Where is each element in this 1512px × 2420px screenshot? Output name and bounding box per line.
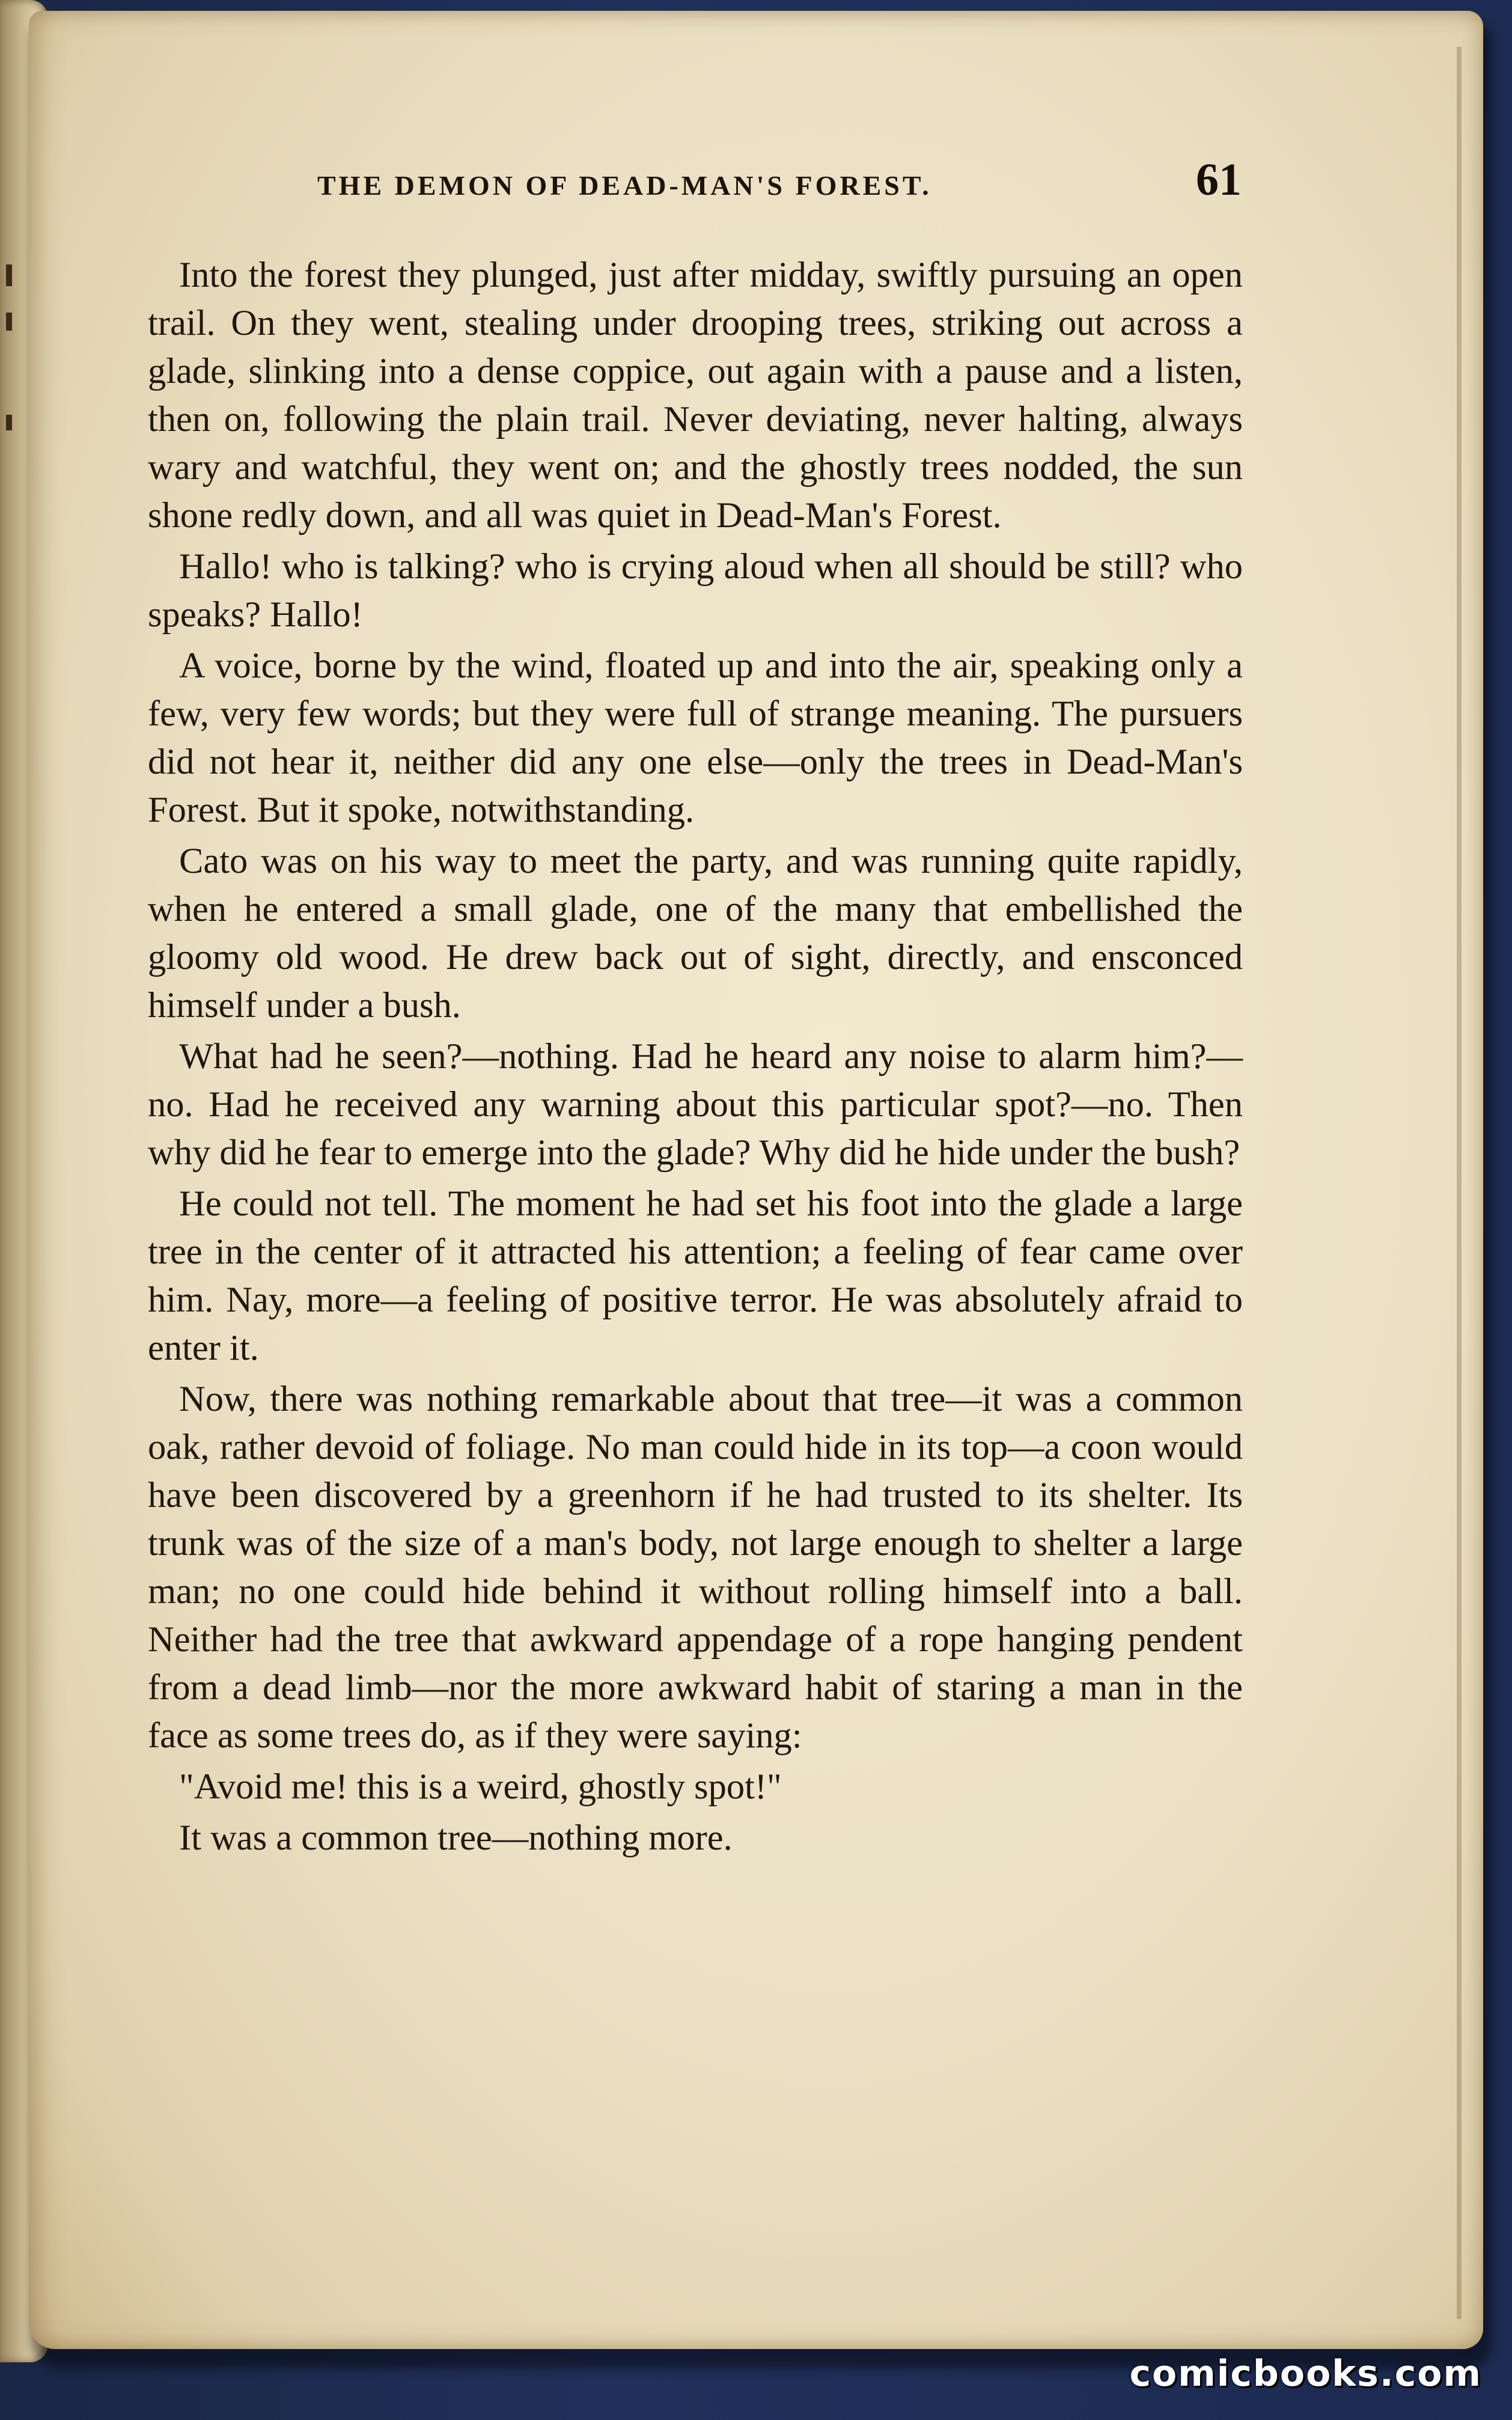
running-head: THE DEMON OF DEAD-MAN'S FOREST.: [317, 170, 932, 201]
paragraph: Now, there was nothing remarkable about that tree—it was a common oak, rather devoid of foliage. No man could hide in its top—a coon would have been discovered by a greenhorn if he had trusted to its shelter. Its trunk was of the size of a man's body, not large enough to shelter a large man; no one could hide behind it without rolling himself into a ball. Neither had the tree that awkward appendage of a rope hanging pendent from a dead limb—nor the more awkward habit of staring a man in the face as some trees do, as if they were saying:: [148, 1379, 1243, 1756]
page-number: 61: [1196, 154, 1242, 205]
body-text: [148, 251, 1243, 1862]
ink-mark: [6, 313, 12, 331]
page-edge: [1457, 47, 1462, 2319]
paragraph: Cato was on his way to meet the party, and was running quite rapidly, when he entered a small glade, one of the many that embellished the gloomy old wood. He drew back out of sight, directly, and ensconced himself under a bush.: [148, 841, 1243, 1025]
paragraph: It was a common tree—nothing more.: [179, 1818, 733, 1858]
ink-mark: [6, 264, 12, 286]
paragraph: He could not tell. The moment he had set his foot into the glade a large tree in the center of it attracted his attention; a feeling of fear came over him. Nay, more—a feeling of positive terror. He was absolutely afraid to enter it.: [148, 1184, 1243, 1368]
book-page: [29, 11, 1483, 2349]
paragraph: What had he seen?—nothing. Had he heard any noise to alarm him?—no. Had he received any warning about this particular spot?—no. Then why did he fear to emerge into the glade? Why did he hide under the bush?: [148, 1036, 1243, 1173]
quoted-line: "Avoid me! this is a weird, ghostly spot!": [179, 1767, 782, 1807]
page-header: [29, 148, 1483, 214]
watermark: comicbooks.com: [1129, 2353, 1482, 2395]
paragraph: Into the forest they plunged, just after midday, swiftly pursuing an open trail. On they went, stealing under drooping trees, striking out across a glade, slinking into a dense coppice, out again with a pause and a listen, then on, following the plain trail. Never deviating, never halting, always wary and watchful, they went on; and the ghostly trees nodded, the sun shone redly down, and all was quiet in Dead-Man's Forest.: [148, 255, 1243, 536]
paragraph: Hallo! who is talking? who is crying aloud when all should be still? who speaks? Hallo!: [148, 546, 1243, 635]
ink-mark: [6, 415, 12, 430]
paragraph: A voice, borne by the wind, floated up and into the air, speaking only a few, very few words; but they were full of strange meaning. The pursuers did not hear it, neither did any one else—only the trees in Dead-Man's Forest. But it spoke, notwithstanding.: [148, 646, 1243, 830]
